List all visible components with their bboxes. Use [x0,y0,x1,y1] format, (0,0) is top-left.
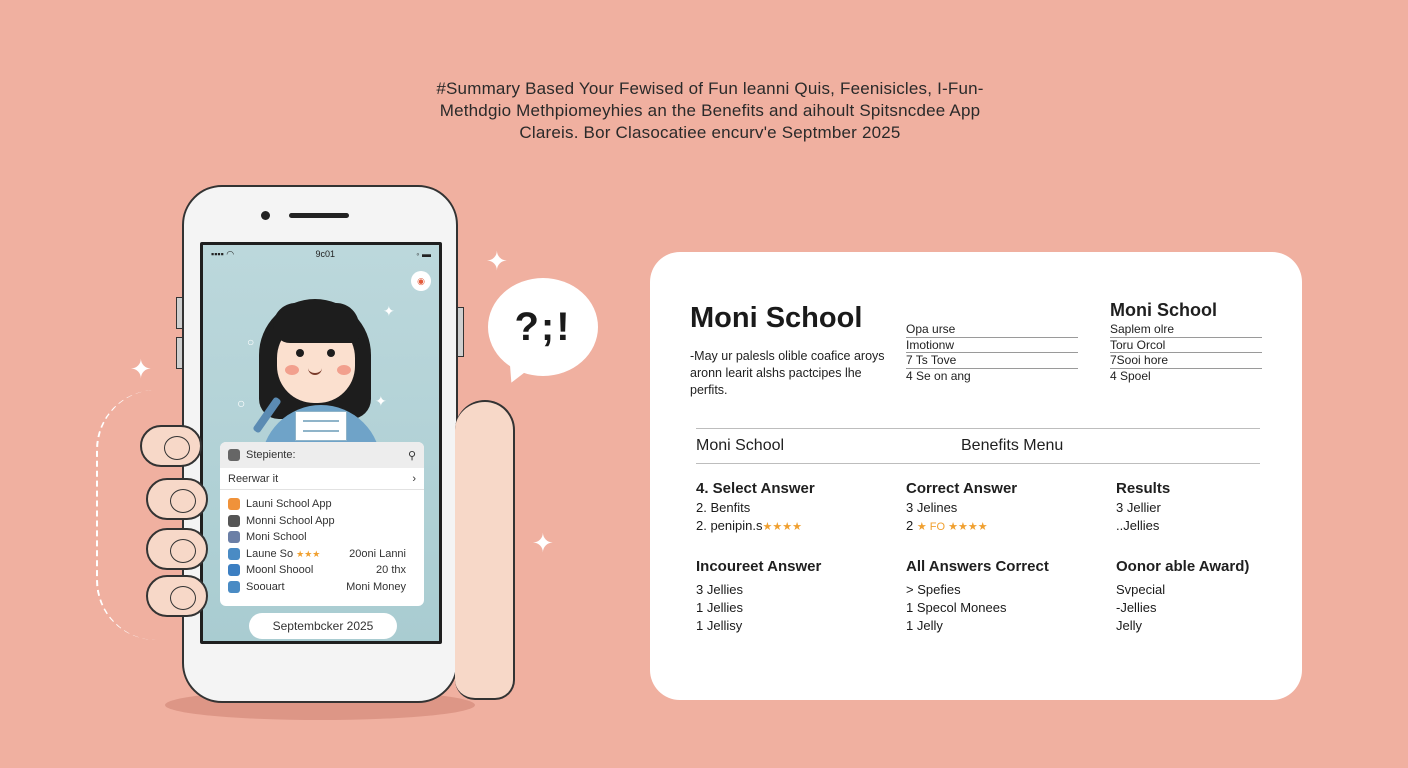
column-item: 1 Jelly [906,618,943,633]
list-item-label: Moni School [246,531,307,544]
front-camera [261,211,270,220]
character-cheek [285,365,299,375]
column-heading: All Answers Correct [906,558,1049,575]
column-item: Jelly [1116,618,1143,633]
grid-column [906,480,1116,536]
finger [146,528,208,570]
paper-card [295,411,347,441]
column-item [906,517,1116,536]
card-description: -May ur palesls olible coafice aroys aronn learit alshs pactcipes lhe perfits. [690,349,885,397]
app-icon [228,564,240,576]
phone [182,185,458,703]
column-item-text: 2. penipin.s [696,518,763,533]
list-item-label: Monni School App [246,514,335,527]
rating-stars: ★★★★ [762,521,802,533]
column-heading: 4. Select Answer [696,480,815,497]
list-item[interactable] [220,529,424,546]
menu-bar [696,428,1260,464]
column-heading: Oonor able Award) [1116,558,1250,575]
list-sub-label: Reerwar it [228,472,279,485]
column-item: ..Jellies [1116,518,1160,533]
finger [146,478,208,520]
list-item[interactable] [220,496,424,513]
app-icon [228,548,240,560]
option-item[interactable]: Opa urse [906,322,1078,338]
battery-icon: ◦ ▬ [416,249,431,259]
speech-bubble: ?;! [488,278,598,376]
header-line-2: Methdgio Methpiomeyhies an the Benefits and aihoult Spitsncdee App [439,101,981,120]
grid-row [696,558,1286,635]
app-icon [228,515,240,527]
character-eye [296,349,304,357]
column-item: 1 Specol Monees [906,600,1007,615]
column-heading: Correct Answer [906,480,1018,497]
phone-screen [200,242,442,644]
finger [140,425,202,467]
option-item[interactable]: Saplem olre [1110,322,1262,338]
summary-header [360,78,1060,144]
card-title: Moni School [690,302,863,334]
header-line-3: Clareis. Bor Clasocatiee encurv'e Septmber 2025 [519,123,901,142]
sparkle-icon: ○ [237,395,246,411]
option-list-2 [1110,322,1262,384]
sparkle-icon: ✦ [486,246,508,276]
status-bar [203,249,439,261]
header-line-1: #Summary Based Your Fewised of Fun leanni Quis, Feenisicles, I-Fun- [436,79,984,98]
grid-column [696,558,906,635]
grid-column [696,480,906,536]
option-item[interactable]: Imotionw [906,338,1078,354]
speaker [289,213,349,218]
rating-stars: ★ FO ★★★★ [916,521,988,533]
grid-column [1116,480,1286,536]
app-list-panel [220,442,424,606]
power-button [457,307,464,357]
grid-column [906,558,1116,635]
column-item [696,517,906,536]
column-item: 1 Jellisy [696,618,743,633]
column-heading: Results [1116,480,1171,497]
character-bangs [273,303,359,343]
column-item: 1 Jellies [696,600,743,615]
list-sub-row[interactable] [220,468,424,490]
app-icon [228,498,240,510]
chevron-right-icon: › [412,472,416,485]
list-header-label: Stepiente: [246,449,296,461]
finger [146,575,208,617]
list-item-value: Moni Money [346,580,406,593]
app-icon [228,531,240,543]
sparkle-icon: ✦ [532,528,554,558]
list-item-label: Laune So [246,547,294,560]
column-item: 2. Benfits [696,500,751,515]
benefits-card [650,252,1302,700]
list-item-label: Soouart [246,580,285,593]
sparkle-icon: ✦ [130,354,152,384]
grid-row [696,480,1286,536]
list-header [220,442,424,468]
column-item: 3 Jellier [1116,500,1161,515]
benefits-grid [696,480,1286,635]
list-item[interactable] [220,562,424,579]
sparkle-icon: ✦ [375,393,387,409]
column-item: > Spefies [906,582,961,597]
secondary-title: Moni School [1110,300,1217,320]
character-cheek [337,365,351,375]
option-item[interactable]: 7 Ts Tove [906,353,1078,369]
volume-button [176,337,183,369]
character-eye [327,349,335,357]
signal-icon: ▪▪▪▪ ◠ [211,249,235,259]
option-list [906,322,1078,384]
list-item-value: 20oni Lanni [349,547,406,560]
sparkle-icon: ○ [247,335,255,349]
option-item[interactable]: 4 Se on ang [906,368,971,383]
app-icon [228,449,240,461]
sparkle-icon: ✦ [383,303,395,319]
menu-right-label[interactable]: Benefits Menu [961,437,1064,454]
column-item: 3 Jellies [696,582,743,597]
date-pill[interactable]: Septembcker 2025 [249,613,397,639]
column-item: -Jellies [1116,600,1157,615]
column-item: 3 Jelines [906,500,958,515]
status-time: 9c01 [315,249,335,259]
option-item[interactable]: 7Sooi hore [1110,353,1262,369]
menu-left-label: Moni School [696,437,785,454]
search-icon[interactable]: ⚲ [407,449,416,462]
grid-column [1116,558,1286,635]
volume-button [176,297,183,329]
column-item: Svpecial [1116,582,1166,597]
hand-palm [455,400,515,700]
column-item-text: 2 [906,518,914,533]
list-item-label: Launi School App [246,498,332,511]
option-item[interactable]: Toru Orcol [1110,338,1262,354]
list-item[interactable] [220,546,424,563]
list-item-value: 20 thx [376,564,406,577]
camera-icon[interactable]: ◉ [411,271,431,291]
list-item-label: Moonl Shoool [246,564,314,577]
list-item[interactable] [220,513,424,530]
app-icon [228,581,240,593]
column-heading: Incoureet Answer [696,558,822,575]
option-item[interactable]: 4 Spoel [1110,368,1151,383]
rating-stars: ★★★ [296,548,321,559]
list-item[interactable] [220,579,424,596]
